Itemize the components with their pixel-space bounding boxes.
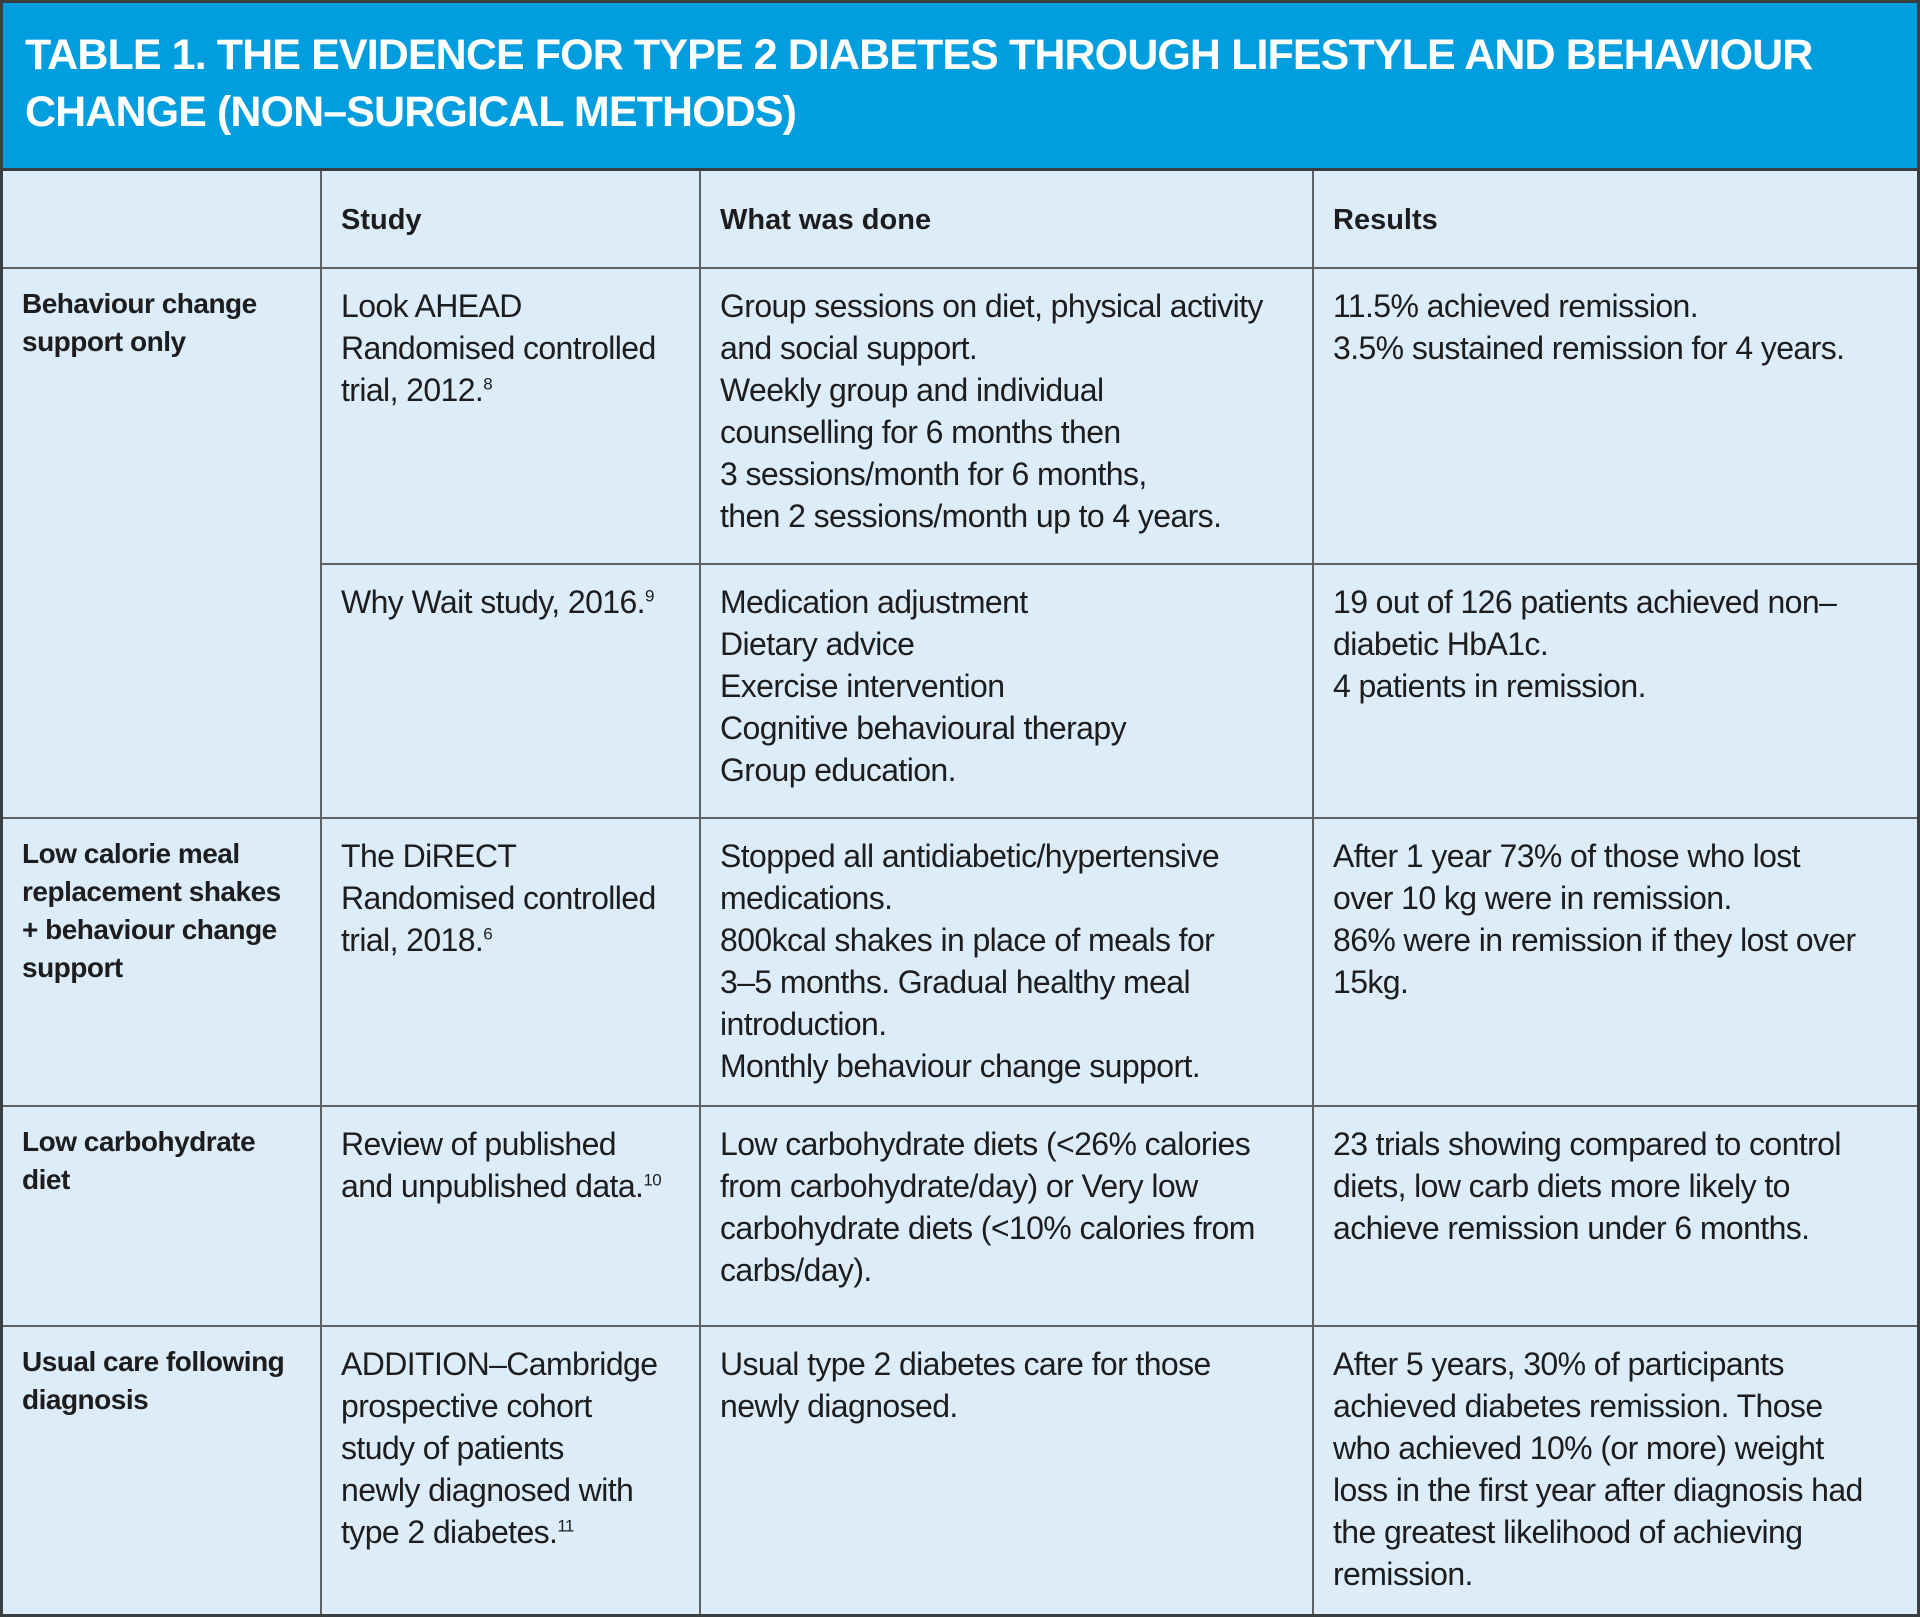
cell-line: Cognitive behavioural therapy [720, 710, 1126, 746]
reference-superscript: 9 [644, 586, 654, 606]
category-cell [3, 1106, 321, 1326]
cell-line: 3 sessions/month for 6 months, [720, 456, 1147, 492]
cell-line [341, 369, 681, 411]
cell-text: Why Wait study, 2016. [341, 584, 645, 620]
cell-line: Low carbohydrate diets (<26% calories [720, 1126, 1251, 1162]
cell-line: support [22, 952, 123, 983]
what-cell [700, 268, 1313, 564]
header-category [3, 171, 321, 268]
cell-line: diabetic HbA1c. [1333, 626, 1549, 662]
cell-line: carbs/day). [720, 1252, 872, 1288]
cell-line: prospective cohort [341, 1388, 592, 1424]
table-row [3, 818, 1917, 1106]
reference-superscript: 8 [483, 374, 493, 394]
evidence-table [3, 171, 1917, 1614]
cell-text: trial, 2012. [341, 372, 484, 408]
cell-line: 3.5% sustained remission for 4 years. [1333, 330, 1845, 366]
cell-line: 86% were in remission if they lost over [1333, 922, 1856, 958]
header-results: Results [1313, 171, 1917, 268]
cell-line: introduction. [720, 1006, 887, 1042]
study-cell [321, 1326, 700, 1614]
table-row [3, 268, 1917, 564]
cell-line: carbohydrate diets (<10% calories from [720, 1210, 1255, 1246]
category-cell [3, 1326, 321, 1614]
what-cell [700, 1326, 1313, 1614]
cell-line: Medication adjustment [720, 584, 1028, 620]
cell-line: Behaviour change [22, 288, 257, 319]
cell-line: remission. [1333, 1556, 1473, 1592]
cell-line [341, 581, 681, 623]
table-row [3, 1326, 1917, 1614]
header-study: Study [321, 171, 700, 268]
table-title-line-2: CHANGE (NON–SURGICAL METHODS) [25, 88, 797, 136]
cell-line: from carbohydrate/day) or Very low [720, 1168, 1198, 1204]
cell-line: achieve remission under 6 months. [1333, 1210, 1810, 1246]
reference-superscript: 6 [483, 924, 493, 944]
cell-line: achieved diabetes remission. Those [1333, 1388, 1823, 1424]
cell-line: Stopped all antidiabetic/hypertensive [720, 838, 1220, 874]
study-cell [321, 268, 700, 564]
cell-line: study of patients [341, 1430, 564, 1466]
cell-line: loss in the first year after diagnosis had [1333, 1472, 1863, 1508]
category-cell [3, 818, 321, 1106]
cell-line: support only [22, 326, 186, 357]
cell-line: Group education. [720, 752, 956, 788]
what-cell [700, 1106, 1313, 1326]
cell-line: diagnosis [22, 1384, 149, 1415]
cell-line: newly diagnosed. [720, 1388, 958, 1424]
study-cell [321, 564, 700, 818]
cell-line: 3–5 months. Gradual healthy meal [720, 964, 1190, 1000]
cell-line: ADDITION–Cambridge [341, 1346, 658, 1382]
reference-superscript: 10 [643, 1170, 662, 1190]
cell-line: Look AHEAD [341, 288, 522, 324]
cell-line: Review of published [341, 1126, 616, 1162]
cell-line: Randomised controlled [341, 330, 656, 366]
header-row [3, 171, 1917, 268]
cell-line: medications. [720, 880, 893, 916]
cell-line: 19 out of 126 patients achieved non– [1333, 584, 1837, 620]
results-cell [1313, 1326, 1917, 1614]
cell-line: Randomised controlled [341, 880, 656, 916]
cell-line: diet [22, 1164, 70, 1195]
cell-line: newly diagnosed with [341, 1472, 634, 1508]
cell-line: Group sessions on diet, physical activity [720, 288, 1263, 324]
cell-line [341, 1165, 681, 1207]
cell-line: 4 patients in remission. [1333, 668, 1646, 704]
table-title [25, 27, 1891, 141]
results-cell [1313, 268, 1917, 564]
cell-line: Weekly group and individual [720, 372, 1104, 408]
results-cell [1313, 1106, 1917, 1326]
what-cell [700, 818, 1313, 1106]
cell-line: then 2 sessions/month up to 4 years. [720, 498, 1222, 534]
results-cell [1313, 818, 1917, 1106]
study-cell [321, 818, 700, 1106]
cell-line: Usual type 2 diabetes care for those [720, 1346, 1211, 1382]
table-title-line-1: TABLE 1. THE EVIDENCE FOR TYPE 2 DIABETES THROUGH LIFESTYLE AND BEHAVIOUR [25, 31, 1813, 79]
cell-line [341, 1511, 681, 1553]
table-row [3, 1106, 1917, 1326]
cell-line: The DiRECT [341, 838, 517, 874]
cell-line: replacement shakes [22, 876, 281, 907]
results-cell [1313, 564, 1917, 818]
category-cell [3, 268, 321, 818]
cell-line: Dietary advice [720, 626, 915, 662]
header-what-was-done: What was done [700, 171, 1313, 268]
cell-line: over 10 kg were in remission. [1333, 880, 1732, 916]
cell-text: trial, 2018. [341, 922, 484, 958]
cell-line: After 5 years, 30% of participants [1333, 1346, 1784, 1382]
cell-line: + behaviour change [22, 914, 277, 945]
reference-superscript: 11 [557, 1516, 574, 1536]
cell-line: 800kcal shakes in place of meals for [720, 922, 1215, 958]
cell-line: Low carbohydrate [22, 1126, 256, 1157]
cell-line: Monthly behaviour change support. [720, 1048, 1201, 1084]
cell-line: 11.5% achieved remission. [1333, 288, 1699, 324]
cell-line: 15kg. [1333, 964, 1409, 1000]
cell-text: type 2 diabetes. [341, 1514, 558, 1550]
cell-line: Low calorie meal [22, 838, 240, 869]
cell-line: the greatest likelihood of achieving [1333, 1514, 1803, 1550]
what-cell [700, 564, 1313, 818]
cell-line: 23 trials showing compared to control [1333, 1126, 1841, 1162]
title-banner [3, 3, 1917, 171]
cell-line: who achieved 10% (or more) weight [1333, 1430, 1824, 1466]
cell-line [341, 919, 681, 961]
cell-line: counselling for 6 months then [720, 414, 1121, 450]
cell-line: diets, low carb diets more likely to [1333, 1168, 1790, 1204]
cell-line: After 1 year 73% of those who lost [1333, 838, 1800, 874]
study-cell [321, 1106, 700, 1326]
cell-line: and social support. [720, 330, 978, 366]
cell-text: and unpublished data. [341, 1168, 644, 1204]
cell-line: Usual care following [22, 1346, 285, 1377]
cell-line: Exercise intervention [720, 668, 1005, 704]
